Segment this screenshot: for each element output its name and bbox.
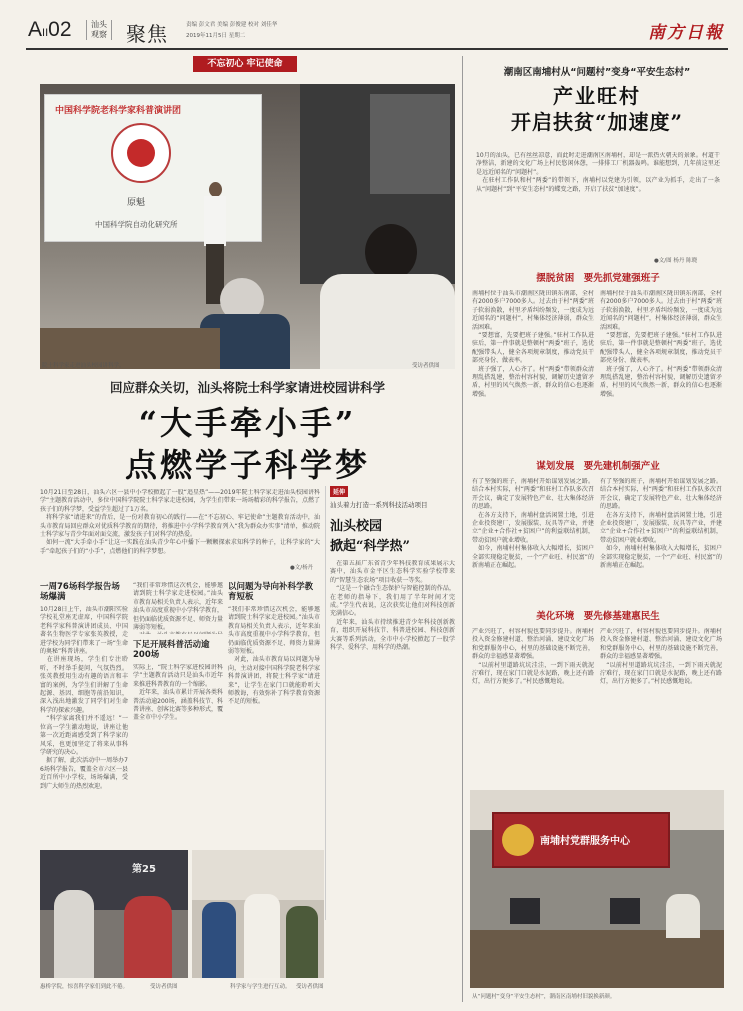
student-1	[202, 902, 236, 978]
section-title: 聚焦	[126, 22, 168, 46]
screen-frame	[370, 94, 450, 194]
service-counter	[470, 930, 724, 988]
col3	[228, 582, 320, 862]
bottom-left-credit: 受访者供图	[150, 984, 178, 990]
student-3	[286, 906, 318, 978]
bottom-mid-photo	[192, 850, 324, 978]
col3-text: 实际上，“院士科学家进校园讲科学”主题教育活动只是汕头市近年来推进科普教育的一个缩影。 近年来，汕头市累计开展各类科普活动逾200场，涵盖科技节、科普讲座、创客比赛等多种形式，覆盖全市中小学生。	[133, 664, 223, 722]
bottom-mid-credit: 受访者供图	[296, 984, 324, 990]
monitor-1	[510, 898, 540, 924]
col2-text: “我们非常珍惜这次机会，能够邀请到院士科学家走进校园。”汕头市教育局相关负责人表示，近年来汕头市高度重视中小学科学教育，但仍面临优质资源不足、师资力量薄弱等短板。 对此，汕头市教育局以问题为导向，主动对接中国科学院老科学家科普演讲团，将院士科学家“请进来”，让学生在家门口就能聆听大师教诲，有效弥补了科学教育资源不足的短板。	[228, 606, 320, 706]
col2-top-text	[133, 582, 223, 634]
party-emblem-icon	[502, 824, 534, 856]
audience-body-right	[320, 274, 455, 369]
date-line: 2019年11月5日 星期二	[186, 33, 246, 39]
s2-text-b: 有了坚强的班子，南埔村开始谋划发展之路。结合本村实际，村“两委”和驻村工作队多次召开会议，确定了发展特色产业、壮大集体经济的思路。 在各方支持下，南埔村盘活闲置土地，引进企业投资建厂，发展服装、玩具等产业，并建立“企业+合作社+贫困户”的利益联结机制，带动贫困户就业增收。 如今，南埔村村集体收入大幅增长，贫困户全部实现稳定脱贫，一个“产业旺、村民富”的新南埔正在崛起。	[600, 478, 722, 570]
col2-head: 以问题为导向补科学教育短板	[228, 582, 314, 602]
audience-head-right	[365, 224, 417, 280]
right-photo-caption: 从“问题村”变身“平安生态村”，潮南区南埔村旧貌换新颜。	[472, 994, 616, 1000]
main-photo-credit: 受访者供图	[412, 363, 440, 369]
banner: 不忘初心 牢记使命	[193, 56, 297, 72]
col1-text: 10月28日上午，汕头市潮阳实验学校礼堂座无虚席，中国科学院老科学家科普演讲团成员、中国著名生物医学专家张英教授，走进学校为同学们带来了一场“生命的奥秘”科普讲座。 在讲座现场，学生们专注聆听，不时举手提问，气氛热烈。张英教授用生动有趣的语言和丰富的案例，为学生们讲解了生命起源、基因、细胞等前沿知识，深入浅出地激发了同学们对生命科学的探索兴趣。 “科学家离我们并不遥远！”一位高一学生激动地说，讲座让他第一次近距离感受到了科学家的风采，也更加坚定了将来从事科学研究的决心。 据了解，此次活动中一周举办76场科学报告，覆盖全市六区一县近百所中小学校，场场爆满，受到广大师生的热烈欢迎。	[40, 606, 128, 790]
monitor-2	[610, 898, 640, 924]
sidebar-title-2: 掀起“科学热”	[330, 539, 410, 554]
sidebar-title-1: 汕头校园	[330, 519, 383, 534]
student-2	[244, 894, 280, 978]
sign-text: 南埔村党群服务中心	[540, 836, 630, 847]
main-photo-caption: 院士科学家走进汕头校园讲科学。	[42, 363, 125, 369]
kicker: 回应群众关切，汕头将院士科学家请进校园讲科学	[109, 380, 385, 395]
right-lead: 10月的汕头，已有丝丝凉意，而此时走进潮南区南埔村，却是一派热火朝天的景象。村道干净整洁，新建的文化广场上村民悠闲休憩，一排排工厂机器轰鸣。谁能想到，几年前这里还是远近闻名的“问题村”。 在驻村工作队和村“两委”的带领下，南埔村以党建为引领，以产业为抓手，走出了一条从“问题村”到“平安生态村”的蝶变之路，开启了扶贫“加速度”。	[476, 152, 720, 193]
col1	[40, 582, 128, 862]
photo-sign: 第25	[132, 864, 156, 875]
editor-line: 责编 彭文君 美编 彭俊建 校对 刘佳华	[186, 22, 278, 28]
sidebar-label: 延伸	[330, 486, 348, 497]
bottom-left-caption: 惠桥学院，惊喜科学家们到此不倦。	[40, 984, 129, 990]
lead-byline: ●文/杨丹	[290, 565, 314, 571]
screen-title: 中国科学院老科学家科普演讲团	[55, 106, 182, 116]
s3-head: 美化环境 要先修基建惠民生	[536, 611, 660, 622]
right-pre-title: 潮南区南埔村从“问题村”变身“平安生态村”	[503, 67, 691, 78]
classroom-wall	[192, 850, 324, 900]
col3-head: 下足开展科普活动逾200场	[133, 640, 210, 660]
sign-board	[492, 812, 670, 868]
staff-figure	[666, 894, 700, 938]
lead-paragraph: 10月21日至28日，汕头六区一县中小学校掀起了一股“追星热”——2019年院士科学家走进汕头校园讲科学“主题教育活动中，多位中国科学院院士科学家走进校园，为学生们带来一场场精彩的科学报告，点燃了孩子们的科学梦，受益学生超过了1万名。 将科学家“请进来”的背后，是一份对教育初心的践行——在“不忘初心、牢记使命”主题教育活动中，汕头市教育局回应群众对优质科学教育的期待，将推进中小学科学教育列入“我为群众办实事”清单，推动院士科学家与青少年面对面交流，激发孩子们对科学的热爱。 如何一流“大手牵小手”让这一实践在汕头青少年心中播下一颗颗探索求知科学的种子，让科学家的“大手”牵起孩子们的“小手”，点燃他们的科学梦想。	[40, 489, 320, 555]
sidebar-sub: 汕头着力打造一系列科技活动项目	[330, 501, 428, 509]
bottom-mid-caption: 科学家与学生进行互动。	[230, 984, 291, 990]
sidebar-text: 在第五届广东省青少年科技教育成果展示大赛中，汕头市金平区生态科学实验学校带来的“智慧生态农场”项目收获一等奖。 “这是一个融合生态保护与智能控制的作品，在老师的指导下，我们用了半年时间才完成。”学生代表说，这次获奖让他们对科技创新充满信心。 近年来，汕头市持续推进青少年科技创新教育，组织开展科技节、科普进校园、科技创新大赛等系列活动，全市中小学校掀起了一股学科学、爱科学、用科学的热潮。	[330, 560, 455, 652]
apple-icon	[127, 139, 155, 167]
s2-text-a: 有了坚强的班子，南埔村开始谋划发展之路。结合本村实际，村“两委”和驻村工作队多次召开会议，确定了发展特色产业、壮大集体经济的思路。 在各方支持下，南埔村盘活闲置土地，引进企业投资建厂，发展服装、玩具等产业，并建立“企业+合作社+贫困户”的利益联结机制，带动贫困户就业增收。 如今，南埔村村集体收入大幅增长，贫困户全部实现稳定脱贫，一个“产业旺、村民富”的新南埔正在崛起。	[472, 478, 594, 570]
bottom-left-photo	[40, 850, 188, 978]
column-tag: 汕头 观察	[86, 20, 112, 40]
right-title-2: 开启扶贫“加速度”	[510, 110, 683, 134]
s2-head: 谋划发展 要先建机制强产业	[536, 461, 660, 472]
s1-text-a: 南埔村位于汕头市潮南区陇田镇东南部，全村有2000多户7000多人。过去由于村“两委”班子软弱涣散，村里矛盾纠纷频发，一度成为远近闻名的“问题村”，村集体经济薄弱，群众生活困难。 “要想富，先要把班子建强。”驻村工作队进驻后，第一件事就是整顿村“两委”班子，选优配强带头人，健全各项规章制度，推动党员干部亮身份、做表率。 班子强了，人心齐了。村“两委”带领群众清理乱搭乱建，整治村容村貌，调解历史遗留矛盾，村里的风气焕然一新，群众的信心也逐渐增强。	[472, 290, 594, 398]
s3-text-a: 产业兴旺了，村容村貌也要同步提升。南埔村投入资金修建村道、整治河涌、建设文化广场和党群服务中心，村里的基础设施不断完善，群众的幸福感显著增强。 “以前村里道路坑坑洼洼，一到下雨天就泥泞难行，现在家门口就是水泥路，晚上还有路灯，出行方便多了。”村民感慨地说。	[472, 628, 594, 686]
s1-text-b: 南埔村位于汕头市潮南区陇田镇东南部，全村有2000多户7000多人。过去由于村“两委”班子软弱涣散，村里矛盾纠纷频发，一度成为远近闻名的“问题村”，村集体经济薄弱，群众生活困难。 “要想富，先要把班子建强。”驻村工作队进驻后，第一件事就是整顿村“两委”班子，选优配强带头人，健全各项规章制度，推动党员干部亮身份、做表率。 班子强了，人心齐了。村“两委”带领群众清理乱搭乱建，整治村容村貌，调解历史遗留矛盾，村里的风气焕然一新，群众的信心也逐渐增强。	[600, 290, 722, 398]
col1-head: 一周76场科学报告场场爆满	[40, 582, 120, 602]
right-byline: ●文/图 杨丹 陈晓	[654, 258, 698, 264]
person-left	[54, 890, 94, 978]
page-number: AII02	[28, 18, 72, 41]
s1-head: 摆脱贫困 要先抓党建强班子	[536, 273, 660, 284]
projection-screen	[44, 94, 262, 242]
sidebar-box	[325, 486, 455, 920]
screen-org: 中国科学院自动化研究所	[95, 220, 178, 229]
s3-text-b: 产业兴旺了，村容村貌也要同步提升。南埔村投入资金修建村道、整治河涌、建设文化广场和党群服务中心，村里的基础设施不断完善，群众的幸福感显著增强。 “以前村里道路坑坑洼洼，一到下雨天就泥泞难行，现在家门口就是水泥路，晚上还有路灯，出行方便多了。”村民感慨地说。	[600, 628, 722, 686]
col2-intro-text: “我们非常珍惜这次机会，能够邀请到院士科学家走进校园。”汕头市教育局相关负责人表示，近年来汕头市高度重视中小学科学教育，但仍面临优质资源不足、师资力量薄弱等短板。	[133, 582, 223, 632]
person-right	[124, 896, 172, 978]
right-photo	[470, 790, 724, 988]
paper-logo: 南方日報	[648, 23, 724, 43]
masthead	[26, 14, 726, 48]
right-title-1: 产业旺村	[553, 84, 641, 108]
masthead-rule	[26, 48, 728, 50]
screen-author: 原魁	[127, 198, 146, 208]
main-photo	[40, 84, 455, 369]
column-divider	[462, 56, 463, 1002]
headline-2: 点燃学子科学梦	[124, 446, 370, 484]
headline-1: “大手牵小手”	[138, 404, 357, 442]
